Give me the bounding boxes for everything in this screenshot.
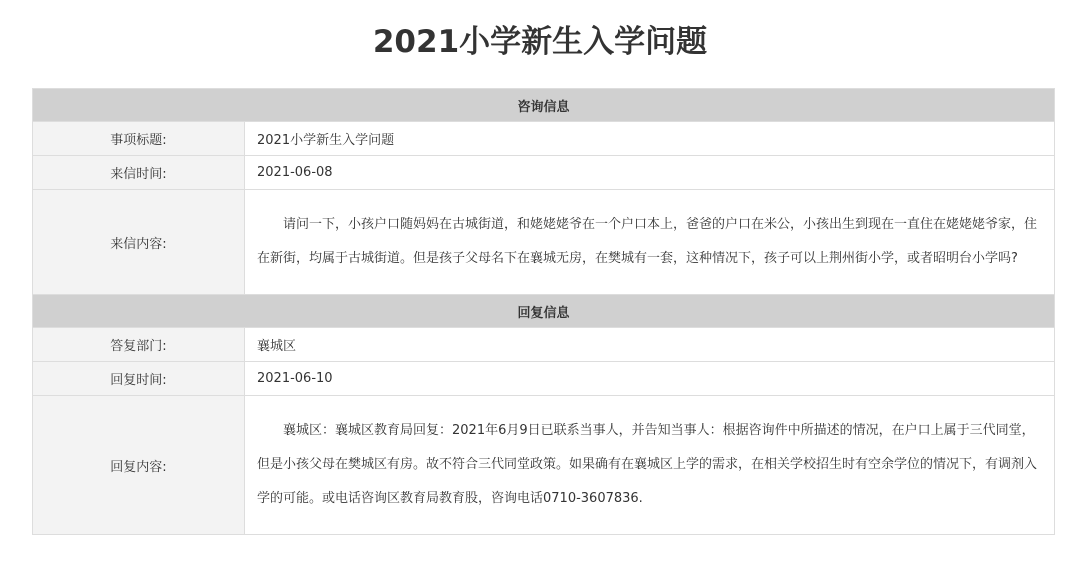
letter-time-value: 2021-06-08 (245, 156, 1055, 190)
reply-content-value: 襄城区：襄城区教育局回复：2021年6月9日已联系当事人，并告知当事人：根据咨询件中所描述的情况，在户口上属于三代同堂，但是小孩父母在樊城区有房。故不符合三代同堂政策。如果确有在襄城区上学的需求，在相关学校招生时有空余学位的情况下，有调剂入学的可能。或电话咨询区教育局教育股，咨询电话0710-3607836. (245, 396, 1055, 535)
letter-content-value: 请问一下，小孩户口随妈妈在古城街道，和姥姥姥爷在一个户口本上，爸爸的户口在米公，小孩出生到现在一直住在姥姥姥爷家，住在新街，均属于古城街道。但是孩子父母名下在襄城无房，在樊城有一套，这种情况下，孩子可以上荆州街小学，或者昭明台小学吗? (245, 190, 1055, 295)
reply-header-text: 回复信息 (33, 295, 1055, 328)
consult-section-header (33, 89, 1055, 122)
reply-section-header (33, 295, 1055, 328)
letter-content-label: 来信内容: (33, 190, 245, 295)
table-row (33, 190, 1055, 295)
subject-label: 事项标题: (33, 122, 245, 156)
table-row (33, 396, 1055, 535)
reply-time-value: 2021-06-10 (245, 362, 1055, 396)
letter-time-label: 来信时间: (33, 156, 245, 190)
table-row (33, 362, 1055, 396)
consult-header-text: 咨询信息 (33, 89, 1055, 122)
reply-dept-label: 答复部门: (33, 328, 245, 362)
reply-time-label: 回复时间: (33, 362, 245, 396)
table-row (33, 122, 1055, 156)
info-table (32, 88, 1055, 535)
table-row (33, 328, 1055, 362)
reply-content-label: 回复内容: (33, 396, 245, 535)
reply-dept-value: 襄城区 (245, 328, 1055, 362)
table-row (33, 156, 1055, 190)
subject-value: 2021小学新生入学问题 (245, 122, 1055, 156)
page-title: 2021小学新生入学问题 (372, 24, 708, 60)
